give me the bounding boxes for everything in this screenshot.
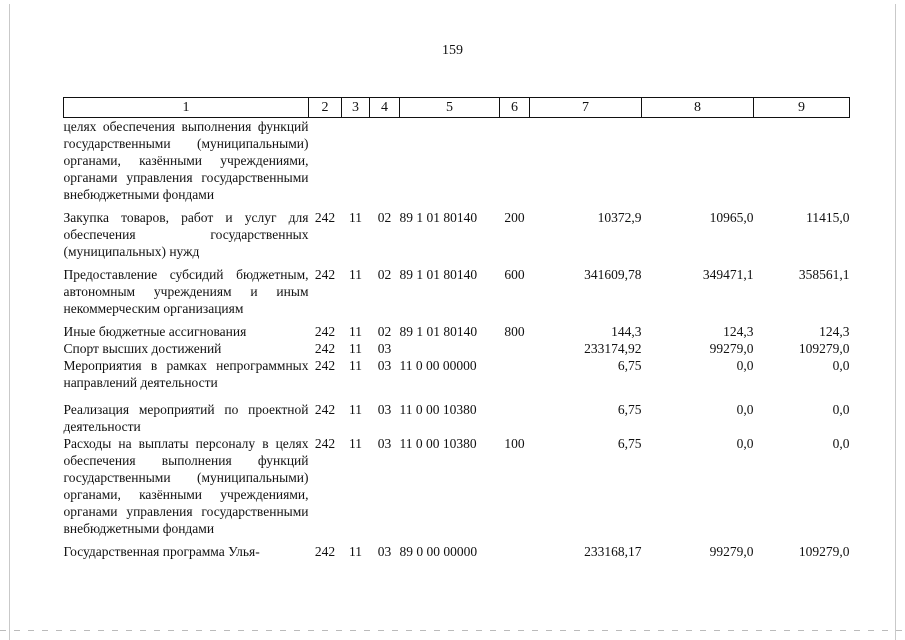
row-value-9: 358561,1 — [798, 267, 850, 282]
row-code-type — [500, 357, 530, 391]
table-row — [64, 391, 850, 435]
column-header: 4 — [370, 98, 400, 118]
column-header: 3 — [342, 98, 370, 118]
row-value-8: 0,0 — [736, 358, 754, 373]
row-name: Расходы на выплаты персоналу в целях обеспечения выполнения функций государственными (муниципальными) органами, казёнными учреждениями, органами управления государственными внебюджетными фондами — [63, 436, 309, 536]
row-name: целях обеспечения выполнения функций государственными (муниципальными) органами, казёнными учреждениями, органами управления государственными внебюджетными фондами — [63, 119, 309, 202]
row-code-type: 600 — [504, 267, 525, 282]
row-value-7: 233174,92 — [584, 341, 642, 356]
row-code-ministry: 242 — [314, 324, 336, 339]
row-code-section: 11 — [349, 436, 362, 451]
row-code-type — [500, 340, 530, 357]
row-value-7: 6,75 — [617, 402, 642, 417]
row-value-9 — [754, 118, 850, 204]
row-name: Государственная программа Улья- — [63, 544, 260, 559]
row-code-subsection: 03 — [377, 436, 392, 451]
page-number: 159 — [442, 43, 463, 58]
row-code-ministry: 242 — [314, 341, 336, 356]
row-code-type — [500, 118, 530, 204]
row-name: Предоставление субсидий бюджетным, автономным учреждениям и иным некоммерческим организациям — [63, 267, 309, 316]
table-row — [64, 118, 850, 204]
row-code-section: 11 — [349, 402, 362, 417]
row-value-7: 6,75 — [617, 436, 642, 451]
row-code-subsection — [370, 118, 400, 204]
row-code-ministry: 242 — [314, 267, 336, 282]
row-value-7: 10372,9 — [597, 210, 642, 225]
row-value-8: 99279,0 — [709, 341, 754, 356]
column-header: 6 — [500, 98, 530, 118]
row-code-ministry: 242 — [314, 210, 336, 225]
column-header: 8 — [642, 98, 754, 118]
row-name: Спорт высших достижений — [63, 341, 222, 356]
column-header: 5 — [400, 98, 500, 118]
row-code-subsection: 03 — [377, 358, 392, 373]
column-header: 7 — [530, 98, 642, 118]
row-value-9: 0,0 — [832, 402, 850, 417]
row-value-9: 124,3 — [819, 324, 850, 339]
row-code-ministry: 242 — [314, 436, 336, 451]
row-value-8: 349471,1 — [702, 267, 754, 282]
row-code-ministry: 242 — [314, 402, 336, 417]
row-value-9: 11415,0 — [806, 210, 850, 225]
row-code-section: 11 — [349, 324, 362, 339]
table-row — [64, 435, 850, 537]
row-code-section: 11 — [349, 210, 362, 225]
row-value-8: 0,0 — [736, 436, 754, 451]
row-value-7: 233168,17 — [584, 544, 642, 559]
scan-edge-right — [895, 4, 896, 640]
scan-edge-left — [9, 4, 10, 640]
row-code-target — [400, 118, 500, 204]
row-value-9: 0,0 — [832, 436, 850, 451]
table-row — [64, 260, 850, 317]
row-name: Реализация мероприятий по проектной деятельности — [63, 402, 309, 434]
row-code-ministry — [309, 118, 342, 204]
row-code-target: 89 1 01 80140 — [399, 324, 478, 339]
row-code-target: 89 0 00 00000 — [399, 544, 478, 559]
row-code-target — [400, 340, 500, 357]
column-header: 2 — [309, 98, 342, 118]
row-value-9: 109279,0 — [798, 544, 850, 559]
row-code-section: 11 — [349, 358, 362, 373]
row-code-section: 11 — [349, 341, 362, 356]
row-value-7 — [530, 118, 642, 204]
scan-bottom-smear — [0, 630, 905, 631]
row-code-subsection: 02 — [377, 210, 392, 225]
column-header: 9 — [754, 98, 850, 118]
row-code-type: 100 — [504, 436, 525, 451]
row-code-ministry: 242 — [314, 358, 336, 373]
row-code-section: 11 — [349, 544, 362, 559]
table-row — [64, 203, 850, 260]
row-value-8: 0,0 — [736, 402, 754, 417]
row-code-ministry: 242 — [314, 544, 336, 559]
row-code-target: 11 0 00 10380 — [399, 402, 477, 417]
row-code-target: 11 0 00 00000 — [399, 358, 477, 373]
row-value-8: 99279,0 — [709, 544, 754, 559]
row-code-section — [342, 118, 370, 204]
row-name: Закупка товаров, работ и услуг для обеспечения государственных (муниципальных) нужд — [63, 210, 309, 259]
row-value-9: 109279,0 — [798, 341, 850, 356]
table-body — [64, 118, 850, 561]
row-code-type: 200 — [504, 210, 525, 225]
row-value-8: 124,3 — [723, 324, 754, 339]
row-code-target: 89 1 01 80140 — [399, 210, 478, 225]
row-code-target: 89 1 01 80140 — [399, 267, 478, 282]
row-value-9: 0,0 — [832, 358, 850, 373]
row-code-subsection: 02 — [377, 324, 392, 339]
row-code-subsection: 03 — [377, 341, 392, 356]
row-name: Иные бюджетные ассигнования — [63, 324, 247, 339]
row-code-subsection: 03 — [377, 402, 392, 417]
row-code-section: 11 — [349, 267, 362, 282]
row-code-target: 11 0 00 10380 — [399, 436, 477, 451]
table-row — [64, 340, 850, 357]
table-row — [64, 357, 850, 391]
row-code-subsection: 02 — [377, 267, 392, 282]
budget-table — [63, 97, 850, 560]
row-value-8: 10965,0 — [709, 210, 754, 225]
row-name: Мероприятия в рамках непрограммных направлений деятельности — [63, 358, 309, 390]
row-value-8 — [642, 118, 754, 204]
row-value-7: 6,75 — [617, 358, 642, 373]
row-value-7: 341609,78 — [584, 267, 642, 282]
row-code-subsection: 03 — [377, 544, 392, 559]
row-value-7: 144,3 — [611, 324, 642, 339]
column-number-row — [64, 98, 850, 118]
row-code-type: 800 — [504, 324, 525, 339]
column-header: 1 — [64, 98, 309, 118]
row-code-type — [500, 537, 530, 560]
table-row — [64, 537, 850, 560]
row-code-type — [500, 391, 530, 435]
table-row — [64, 317, 850, 340]
